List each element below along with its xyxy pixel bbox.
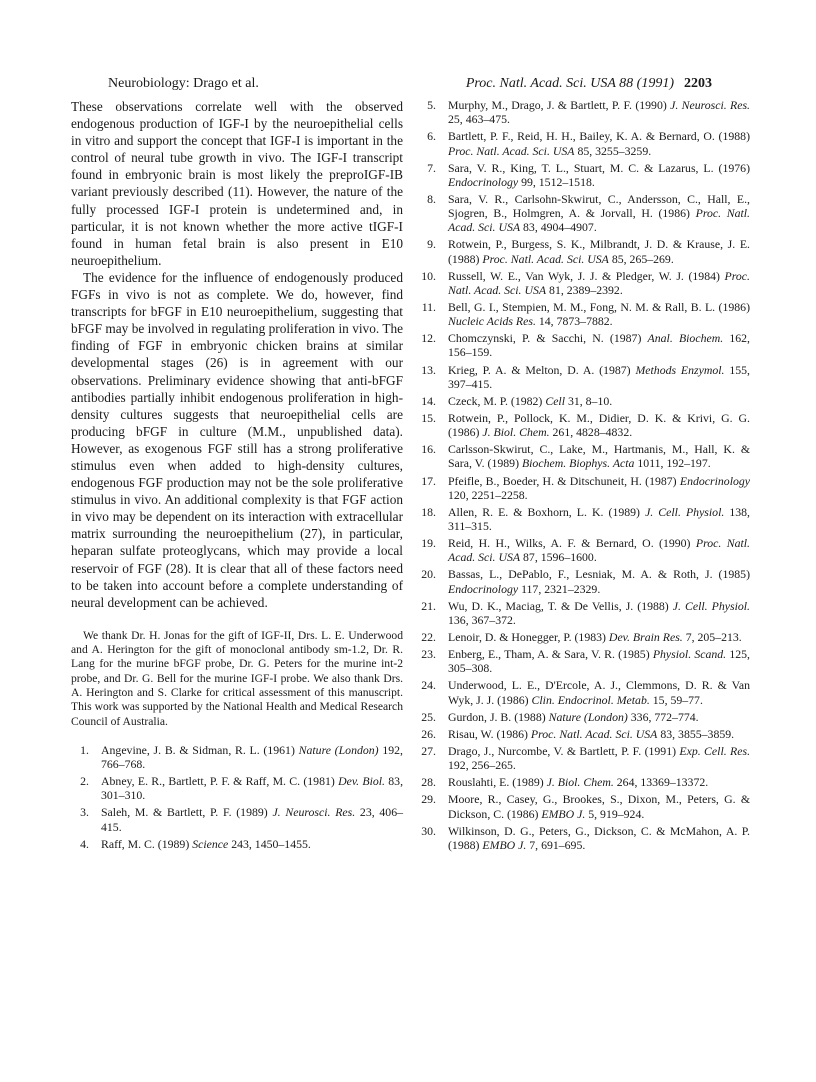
reference-journal: J. Biol. Chem. bbox=[482, 425, 550, 440]
reference-item bbox=[71, 743, 403, 771]
reference-details: 1011, 192–197. bbox=[637, 456, 711, 471]
body-paragraph-2: The evidence for the influence of endogenously produced FGFs in vivo is not as complete. We do, however, find transcripts for bFGF in E10 neuroepithelium, suggesting that bFGF may be involved in regulating proliferation in vivo. The finding of FGF in embryonic chicken brains at similar developmental stages (26) is in agreement with our observations. Preliminary evidence showing that anti-bFGF antibodies partially inhibit endogenous proliferation in high-density cultures suggests that neuroepithelial cells are producing bFGF in culture (M.M., unpublished data). However, as exogenous FGF still has a strong proliferative stimulus even when added to high-density cultures, endogenous FGF production may not be the sole proliferative stimulus in vivo. An additional complexity is that FGF action in vivo may be dependent on its interaction with extracellular matrix surrounding the neuroepithelium (27), in particular, heparan sulfate proteoglycans, which may provide a local reservoir of FGF (28). It is clear that all of these factors need to be taken into account before a complete understanding of neural development can be achieved. bbox=[71, 269, 403, 610]
reference-authors: Wu, D. K., Maciag, T. & De Vellis, J. (1988) bbox=[448, 598, 669, 613]
reference-journal: Nucleic Acids Res. bbox=[448, 314, 536, 329]
reference-number: 5. bbox=[427, 98, 436, 112]
reference-details: 87, 1596–1600. bbox=[523, 550, 597, 565]
reference-details: 192, 766–768. bbox=[101, 742, 403, 772]
reference-details: 336, 772–774. bbox=[630, 709, 699, 724]
reference-details: 83, 3855–3859. bbox=[660, 726, 735, 741]
reference-authors: Rouslahti, E. (1989) bbox=[448, 775, 544, 790]
page-number: 2203 bbox=[684, 76, 712, 91]
reference-item bbox=[418, 505, 750, 533]
reference-journal: Nature (London) bbox=[298, 742, 379, 757]
reference-authors: Underwood, L. E., D'Ercole, A. J., Clemmons, D. R. & Van Wyk, J. J. (1986) bbox=[448, 678, 750, 707]
reference-journal: Proc. Natl. Acad. Sci. USA bbox=[530, 726, 658, 741]
reference-details: 192, 256–265. bbox=[448, 758, 516, 773]
reference-journal: Physiol. Scand. bbox=[652, 647, 727, 662]
reference-details: 85, 265–269. bbox=[611, 251, 674, 266]
reference-number: 4. bbox=[80, 836, 89, 851]
reference-number: 12. bbox=[421, 331, 436, 346]
reference-authors: Carlsson-Skwirut, C., Lake, M., Hartmanis, M., Hall, K. & Sara, V. (1989) bbox=[448, 442, 750, 471]
reference-item bbox=[418, 647, 750, 675]
reference-journal: Methods Enzymol. bbox=[635, 362, 725, 377]
reference-authors: Drago, J., Nurcombe, V. & Bartlett, P. F. (1991) bbox=[448, 743, 677, 758]
reference-journal: Endocrinology bbox=[679, 473, 751, 488]
reference-item bbox=[418, 678, 750, 706]
reference-number: 25. bbox=[421, 709, 436, 724]
reference-number: 10. bbox=[421, 268, 436, 283]
reference-item bbox=[71, 837, 403, 851]
reference-number: 7. bbox=[427, 160, 436, 175]
reference-number: 13. bbox=[421, 362, 436, 377]
reference-item bbox=[418, 630, 750, 644]
reference-details: 162, 156–159. bbox=[448, 331, 750, 360]
acknowledgment: We thank Dr. H. Jonas for the gift of IGF-II, Drs. L. E. Underwood and A. Herington for the gift of monoclonal antibody sm-1.2, Dr. R. Lang for the murine bFGF probe, Dr. G. Peters for the murine int-2 probe, and Dr. G. Bell for the murine IGF-I probe. We also thank Drs. A. Herington and S. Clarke for critical assessment of this manuscript. This work was supported by the National Health and Medical Research Council of Australia. bbox=[71, 628, 403, 728]
reference-item bbox=[418, 129, 750, 157]
reference-journal: Dev. Biol. bbox=[338, 774, 385, 789]
reference-number: 24. bbox=[421, 678, 436, 693]
reference-number: 8. bbox=[427, 191, 436, 206]
reference-number: 20. bbox=[421, 567, 436, 582]
reference-number: 16. bbox=[421, 442, 436, 457]
reference-authors: Angevine, J. B. & Sidman, R. L. (1961) bbox=[101, 742, 295, 757]
reference-journal: J. Neurosci. Res. bbox=[670, 98, 750, 112]
reference-journal: Anal. Biochem. bbox=[647, 331, 724, 346]
reference-number: 1. bbox=[80, 742, 89, 757]
reference-journal: Proc. Natl. Acad. Sci. USA bbox=[482, 251, 609, 266]
reference-item bbox=[418, 411, 750, 439]
reference-journal: Proc. Natl. Acad. Sci. USA bbox=[448, 206, 751, 235]
reference-item bbox=[418, 363, 750, 391]
reference-details: 7, 691–695. bbox=[529, 837, 586, 852]
references-right bbox=[418, 98, 750, 852]
reference-details: 138, 311–315. bbox=[448, 504, 751, 534]
reference-number: 17. bbox=[421, 473, 436, 488]
reference-details: 83, 4904–4907. bbox=[523, 220, 597, 235]
reference-item bbox=[418, 192, 750, 235]
reference-details: 7, 205–213. bbox=[685, 630, 742, 645]
reference-details: 83, 301–310. bbox=[101, 774, 404, 803]
reference-authors: Bell, G. I., Stempien, M. M., Fong, N. M. & Rall, B. L. (1986) bbox=[448, 299, 750, 314]
left-column bbox=[71, 98, 403, 854]
reference-authors: Enberg, E., Tham, A. & Sara, V. R. (1985) bbox=[448, 647, 650, 662]
reference-item bbox=[418, 442, 750, 470]
reference-details: 5, 919–924. bbox=[588, 806, 645, 821]
reference-details: 85, 3255–3259. bbox=[577, 143, 652, 158]
reference-details: 117, 2321–2329. bbox=[521, 581, 601, 596]
reference-number: 22. bbox=[421, 630, 436, 645]
reference-item bbox=[418, 269, 750, 297]
reference-details: 31, 8–10. bbox=[567, 393, 613, 408]
reference-journal: J. Cell. Physiol. bbox=[672, 598, 751, 613]
reference-number: 28. bbox=[421, 775, 436, 790]
reference-journal: Endocrinology bbox=[448, 581, 519, 596]
reference-authors: Risau, W. (1986) bbox=[448, 726, 528, 741]
reference-authors: Raff, M. C. (1989) bbox=[101, 836, 190, 851]
reference-details: 125, 305–308. bbox=[448, 647, 750, 676]
reference-item bbox=[418, 792, 750, 820]
reference-number: 27. bbox=[421, 743, 436, 758]
reference-journal: Proc. Natl. Acad. Sci. USA bbox=[448, 143, 575, 158]
reference-authors: Bassas, L., DePablo, F., Lesniak, M. A. & Roth, J. (1985) bbox=[448, 567, 750, 582]
references-left bbox=[71, 743, 403, 851]
reference-number: 29. bbox=[421, 792, 436, 807]
reference-item bbox=[418, 394, 750, 408]
reference-details: 136, 367–372. bbox=[448, 612, 516, 627]
reference-details: 25, 463–475. bbox=[448, 112, 510, 127]
reference-details: 264, 13369–13372. bbox=[616, 775, 709, 790]
journal-citation: Proc. Natl. Acad. Sci. USA 88 (1991) bbox=[465, 76, 674, 91]
reference-number: 26. bbox=[421, 726, 436, 741]
reference-authors: Sara, V. R., King, T. L., Stuart, M. C. & Lazarus, L. (1976) bbox=[448, 160, 750, 175]
reference-details: 81, 2389–2392. bbox=[549, 282, 623, 297]
reference-number: 9. bbox=[427, 237, 436, 252]
reference-journal: Proc. Natl. Acad. Sci. USA bbox=[448, 536, 750, 565]
reference-authors: Moore, R., Casey, G., Brookes, S., Dixon, M., Peters, G. & Dickson, C. (1986) bbox=[448, 792, 750, 821]
reference-details: 14, 7873–7882. bbox=[538, 314, 613, 329]
reference-number: 2. bbox=[80, 774, 89, 789]
reference-number: 14. bbox=[421, 393, 436, 408]
reference-number: 23. bbox=[421, 647, 436, 662]
reference-item bbox=[418, 710, 750, 724]
reference-journal: Cell bbox=[545, 393, 565, 408]
reference-details: 243, 1450–1455. bbox=[231, 836, 311, 851]
reference-authors: Abney, E. R., Bartlett, P. F. & Raff, M. C. (1981) bbox=[101, 774, 335, 789]
reference-number: 19. bbox=[421, 536, 436, 551]
reference-authors: Chomczynski, P. & Sacchi, N. (1987) bbox=[448, 331, 642, 346]
reference-item bbox=[418, 599, 750, 627]
reference-authors: Czeck, M. P. (1982) bbox=[448, 393, 543, 408]
reference-item bbox=[418, 567, 750, 595]
reference-item bbox=[71, 805, 403, 833]
reference-item bbox=[418, 536, 750, 564]
reference-number: 3. bbox=[80, 805, 89, 820]
reference-details: 261, 4828–4832. bbox=[552, 425, 633, 440]
reference-number: 6. bbox=[427, 129, 436, 144]
reference-authors: Krieg, P. A. & Melton, D. A. (1987) bbox=[448, 362, 631, 377]
reference-item bbox=[418, 331, 750, 359]
reference-item bbox=[418, 300, 750, 328]
reference-item bbox=[418, 727, 750, 741]
reference-authors: Russell, W. E., Van Wyk, J. J. & Pledger, W. J. (1984) bbox=[448, 268, 720, 283]
reference-number: 30. bbox=[421, 823, 436, 838]
reference-journal: Dev. Brain Res. bbox=[608, 630, 683, 645]
reference-item bbox=[71, 774, 403, 802]
reference-journal: J. Neurosci. Res. bbox=[272, 805, 356, 820]
reference-journal: EMBO J. bbox=[541, 806, 586, 821]
reference-authors: Rotwein, P., Burgess, S. K., Milbrandt, J. D. & Krause, J. E. (1988) bbox=[448, 237, 750, 266]
reference-authors: Saleh, M. & Bartlett, P. F. (1989) bbox=[101, 805, 268, 820]
reference-item bbox=[418, 237, 750, 265]
reference-journal: Exp. Cell. Res. bbox=[679, 743, 751, 758]
reference-details: 23, 406–415. bbox=[101, 805, 403, 834]
reference-authors: Bartlett, P. F., Reid, H. H., Bailey, K. A. & Bernard, O. (1988) bbox=[448, 129, 750, 144]
reference-details: 99, 1512–1518. bbox=[521, 174, 595, 189]
reference-journal: J. Cell. Physiol. bbox=[645, 504, 725, 519]
reference-number: 15. bbox=[421, 410, 436, 425]
reference-journal: EMBO J. bbox=[482, 837, 527, 852]
reference-item bbox=[418, 744, 750, 772]
body-paragraph-1: These observations correlate well with the observed endogenous production of IGF-I by the neuroepithelial cells in vitro and support the concept that IGF-I is important in the control of neural tube growth in vivo. The IGF-I transcript found in embryonic brain is most likely the preproIGF-IB variant previously described (11). However, the nature of the fully processed IGF-I protein is undetermined and, in particular, it is not known whether the more active tIGF-I found in human fetal brain is also present in E10 neuroepithelium. bbox=[71, 99, 403, 268]
reference-item bbox=[418, 775, 750, 789]
reference-item bbox=[418, 824, 750, 852]
reference-journal: Nature (London) bbox=[548, 709, 628, 724]
reference-number: 18. bbox=[421, 504, 436, 519]
reference-details: 15, 59–77. bbox=[652, 692, 703, 707]
reference-item bbox=[418, 161, 750, 189]
reference-authors: Reid, H. H., Wilks, A. F. & Bernard, O. (1990) bbox=[448, 536, 691, 551]
running-header-journal bbox=[466, 76, 712, 92]
running-header-title: Neurobiology: Drago et al. bbox=[108, 76, 259, 91]
reference-authors: Allen, R. E. & Boxhorn, L. K. (1989) bbox=[448, 504, 640, 519]
reference-authors: Pfeifle, B., Boeder, H. & Ditschuneit, H. (1987) bbox=[448, 473, 677, 488]
reference-authors: Sara, V. R., Carlsohn-Skwirut, C., Andersson, C., Hall, E., Sjogren, B., Holmgren, A. & Jorvall, H. (1986) bbox=[448, 191, 750, 221]
reference-authors: Gurdon, J. B. (1988) bbox=[448, 709, 546, 724]
reference-number: 11. bbox=[421, 299, 436, 314]
reference-journal: Clin. Endocrinol. Metab. bbox=[531, 692, 650, 707]
reference-journal: Biochem. Biophys. Acta bbox=[521, 456, 635, 471]
reference-item bbox=[418, 98, 750, 126]
reference-details: 155, 397–415. bbox=[448, 362, 751, 391]
reference-item bbox=[418, 474, 750, 502]
reference-authors: Murphy, M., Drago, J. & Bartlett, P. F. (1990) bbox=[448, 98, 667, 112]
reference-authors: Wilkinson, D. G., Peters, G., Dickson, C. & McMahon, A. P. (1988) bbox=[448, 823, 750, 852]
reference-details: 120, 2251–2258. bbox=[448, 487, 528, 502]
reference-authors: Lenoir, D. & Honegger, P. (1983) bbox=[448, 630, 606, 645]
reference-number: 21. bbox=[421, 598, 436, 613]
reference-journal: Science bbox=[192, 836, 229, 851]
reference-journal: Proc. Natl. Acad. Sci. USA bbox=[448, 268, 750, 297]
right-column bbox=[418, 98, 750, 855]
reference-authors: Rotwein, P., Pollock, K. M., Didier, D. K. & Krivi, G. G. (1986) bbox=[448, 410, 750, 440]
reference-journal: Endocrinology bbox=[448, 174, 519, 189]
reference-journal: J. Biol. Chem. bbox=[546, 775, 614, 790]
